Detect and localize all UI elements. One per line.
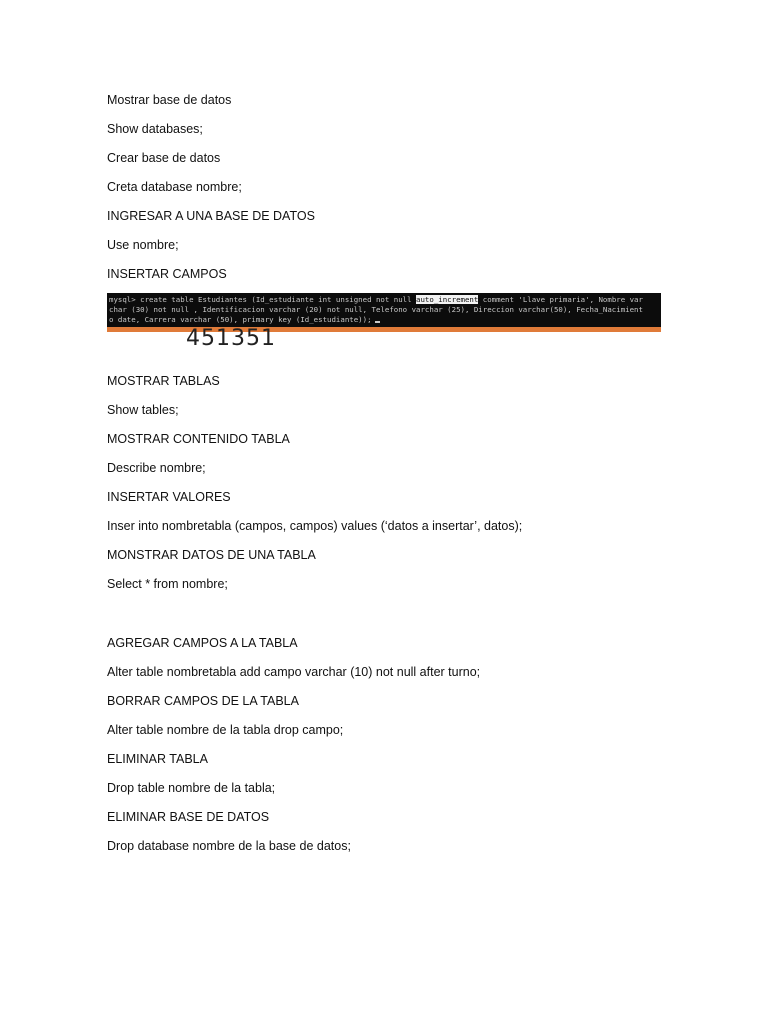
console-text: mysql> create table Estudiantes (Id_estudiante int unsigned not null bbox=[109, 295, 417, 304]
text-line: Alter table nombre de la tabla drop campo; bbox=[107, 723, 344, 737]
text-line: BORRAR CAMPOS DE LA TABLA bbox=[107, 694, 299, 708]
text-line: ELIMINAR TABLA bbox=[107, 752, 208, 766]
text-line: INGRESAR A UNA BASE DE DATOS bbox=[107, 209, 315, 223]
text-line: AGREGAR CAMPOS A LA TABLA bbox=[107, 636, 298, 650]
text-line: MOSTRAR TABLAS bbox=[107, 374, 220, 388]
console-text: comment 'Llave primaria', Nombre var bbox=[478, 295, 643, 304]
text-line: Use nombre; bbox=[107, 238, 179, 252]
console-highlighted-text: auto_increment bbox=[416, 295, 479, 304]
text-line: Select * from nombre; bbox=[107, 577, 228, 591]
console-line-3 bbox=[109, 315, 380, 325]
text-line: ELIMINAR BASE DE DATOS bbox=[107, 810, 270, 824]
text-line: Creta database nombre; bbox=[107, 180, 242, 194]
text-line: INSERTAR CAMPOS bbox=[107, 267, 227, 281]
console-line-1 bbox=[109, 295, 643, 305]
cursor-icon bbox=[375, 321, 380, 323]
text-line: Drop database nombre de la base de datos; bbox=[107, 839, 351, 853]
text-line: Inser into nombretabla (campos, campos) values (‘datos a insertar’, datos); bbox=[107, 519, 523, 533]
text-line: Show tables; bbox=[107, 403, 179, 417]
text-line: INSERTAR VALORES bbox=[107, 490, 231, 504]
text-line: Alter table nombretabla add campo varchar (10) not null after turno; bbox=[107, 665, 481, 679]
console-text: o date, Carrera varchar (50), primary key (Id_estudiante)); bbox=[109, 315, 372, 324]
text-line: Describe nombre; bbox=[107, 461, 206, 475]
clipped-number-artifact bbox=[186, 326, 280, 351]
text-line: Mostrar base de datos bbox=[107, 93, 232, 107]
text-line: Show databases; bbox=[107, 122, 203, 136]
console-line-2: char (30) not null , Identificacion varchar (20) not null, Telefono varchar (25), Direccion varchar(50), Fecha_Nacimient bbox=[109, 305, 643, 314]
artifact-text: 451351 bbox=[186, 326, 276, 351]
text-line: Crear base de datos bbox=[107, 151, 221, 165]
text-line: MONSTRAR DATOS DE UNA TABLA bbox=[107, 548, 316, 562]
text-line: Drop table nombre de la tabla; bbox=[107, 781, 276, 795]
text-line: MOSTRAR CONTENIDO TABLA bbox=[107, 432, 290, 446]
